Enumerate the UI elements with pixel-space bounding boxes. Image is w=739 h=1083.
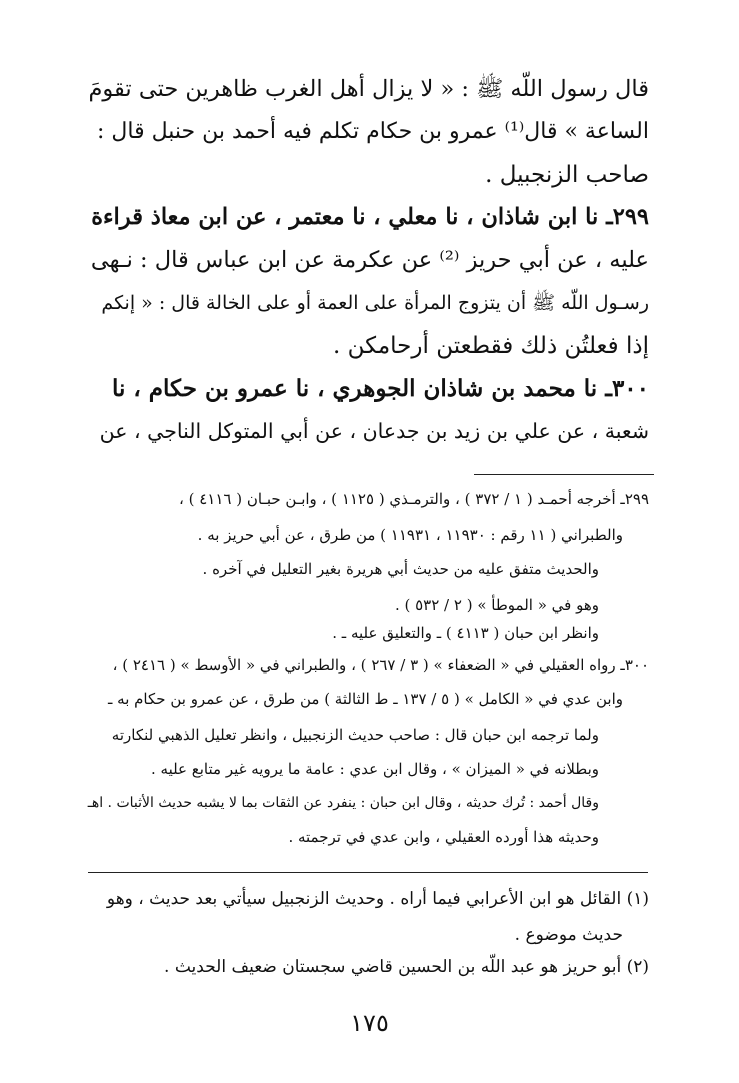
takhrij-line: وقال أحمد : تُرك حديثه ، وقال ابن حبان : ينفرد عن الثقات بما لا يشبه حديث الأثبات . اهـ	[87, 795, 599, 811]
takhrij-line: وحديثه هذا أورده العقيلي ، وابن عدي في ترجمته .	[288, 828, 599, 846]
footnote-1-continuation: حديث موضوع .	[514, 925, 623, 945]
main-text-line: عليه ، عن أبي حريز ⁽²⁾ عن عكرمة عن ابن عباس قال : نـهى	[90, 247, 649, 273]
hadith-300-heading: ٣٠٠ـ نا محمد بن شاذان الجوهري ، نا عمرو بن حكام ، نا	[111, 375, 649, 402]
main-text-line: قال رسول اللّه ﷺ : « لا يزال أهل الغرب ظاهرين حتى تقومَ	[88, 76, 649, 102]
page-number: ١٧٥	[350, 1009, 389, 1037]
hadith-299-heading: ٢٩٩ـ نا ابن شاذان ، نا معلي ، نا معتمر ، عن ابن معاذ قراءة	[91, 204, 649, 230]
takhrij-line: وابن عدي في « الكامل » ( ٥ / ١٣٧ ـ ط الثالثة ) من طرق ، عن عمرو بن حكام به ـ	[108, 690, 623, 708]
main-text-line: إذا فعلتُن ذلك فقطعتن أرحامكن .	[333, 333, 649, 359]
main-text-line: رسـول اللّه ﷺ أن يتزوج المرأة على العمة أو على الخالة قال : « إنكم	[101, 292, 649, 314]
takhrij-line: ٣٠٠ـ رواه العقيلي في « الضعفاء » ( ٣ / ٢٦٧ ) ، والطبراني في « الأوسط » ( ٢٤١٦ ) ،	[112, 656, 649, 674]
footnotes-separator	[88, 872, 648, 873]
takhrij-line: ٢٩٩ـ أخرجه أحمـد ( ١ / ٣٧٢ ) ، والترمـذي ( ١١٢٥ ) ، وابـن حبـان ( ٤١١٦ ) ،	[179, 490, 649, 508]
main-text-line: الساعة » قال⁽¹⁾ عمرو بن حكام تكلم فيه أحمد بن حنبل قال :	[97, 119, 649, 144]
takhrij-line: والحديث متفق عليه من حديث أبي هريرة بغير التعليل في آخره .	[202, 560, 599, 578]
footnote-2: (٢) أبو حريز هو عبد اللّه بن الحسين قاضي سجستان ضعيف الحديث .	[164, 957, 649, 977]
main-text-line: صاحب الزنجبيل .	[485, 162, 649, 188]
takhrij-line: والطبراني ( ١١ رقم : ١١٩٣٠ ، ١١٩٣١ ) من طرق ، عن أبي حريز به .	[197, 526, 623, 544]
takhrij-line: ولما ترجمه ابن حبان قال : صاحب حديث الزنجبيل ، وانظر تعليل الذهبي لنكارته	[111, 726, 599, 744]
takhrij-separator	[474, 474, 654, 475]
main-text-line: شعبة ، عن علي بن زيد بن جدعان ، عن أبي المتوكل الناجي ، عن	[99, 419, 649, 443]
takhrij-line: وبطلانه في « الميزان » ، وقال ابن عدي : عامة ما يرويه غير متابع عليه .	[150, 760, 599, 778]
takhrij-line: وانظر ابن حبان ( ٤١١٣ ) ـ والتعليق عليه ـ .	[332, 624, 599, 642]
takhrij-line: وهو في « الموطأ » ( ٢ / ٥٣٢ ) .	[394, 596, 599, 614]
footnote-1: (١) القائل هو ابن الأعرابي فيما أراه . وحديث الزنجبيل سيأتي بعد حديث ، وهو	[106, 889, 649, 909]
